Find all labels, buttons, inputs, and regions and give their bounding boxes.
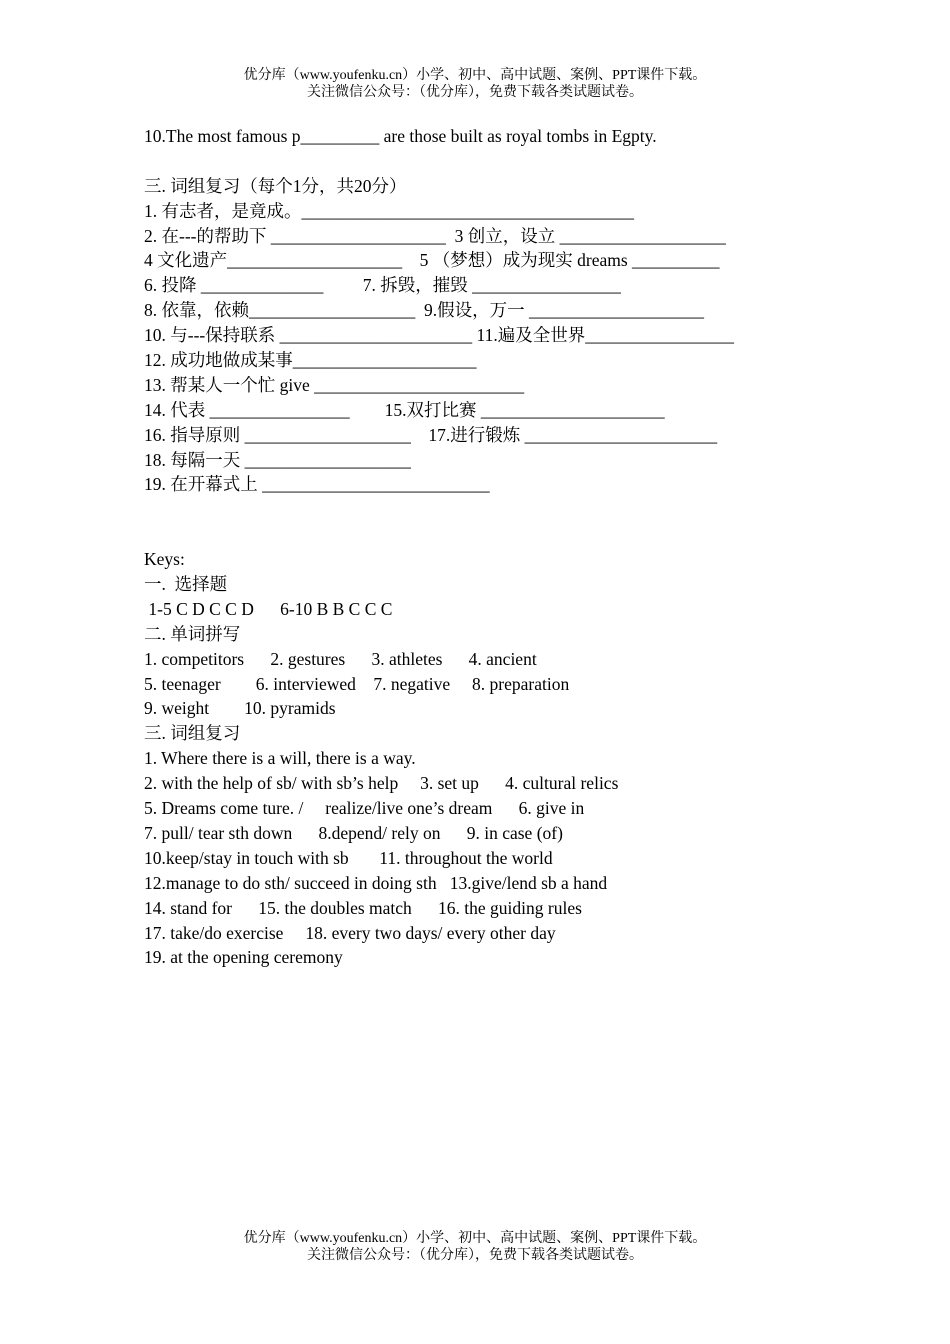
keys-spelling-line: 5. teenager 6. interviewed 7. negative 8. preparation — [144, 673, 570, 694]
phrase-review-item: 13. 帮某人一个忙 give ________________________ — [144, 374, 525, 395]
keys-spelling-title: 二. 单词拼写 — [144, 623, 241, 644]
header-line-2: 关注微信公众号：（优分库），免费下载各类试题试卷。 — [307, 85, 643, 100]
keys-phrase-line: 12.manage to do sth/ succeed in doing sth 13.give/lend sb a hand — [144, 872, 608, 893]
keys-phrase-line: 10.keep/stay in touch with sb 11. throughout the world — [144, 847, 553, 868]
phrase-review-item: 18. 每隔一天 ___________________ — [144, 449, 411, 470]
phrase-review-item: 4 文化遗产____________________ 5 （梦想）成为现实 dreams __________ — [144, 250, 720, 271]
page-header — [0, 67, 950, 101]
keys-phrase-line: 14. stand for 15. the doubles match 16. the guiding rules — [144, 897, 582, 918]
question-10: 10.The most famous p_________ are those built as royal tombs in Egpty. — [144, 126, 657, 146]
page-footer — [0, 1230, 950, 1264]
keys-phrase-title: 三. 词组复习 — [144, 723, 241, 744]
phrase-review-item: 16. 指导原则 ___________________ 17.进行锻炼 ______________________ — [144, 424, 718, 445]
phrase-review-item: 10. 与---保持联系 ______________________ 11.遍及全世界_________________ — [144, 325, 734, 346]
phrase-review-title: 三. 词组复习（每个1分，共20分） — [144, 175, 407, 196]
phrase-review-item: 6. 投降 ______________ 7. 拆毁，摧毁 _________________ — [144, 275, 621, 296]
keys-spelling-line: 1. competitors 2. gestures 3. athletes 4. ancient — [144, 648, 537, 669]
footer-line-2: 关注微信公众号：（优分库），免费下载各类试题试卷。 — [307, 1248, 643, 1263]
phrase-review-item: 14. 代表 ________________ 15.双打比赛 _____________________ — [144, 399, 665, 420]
spacer — [144, 497, 824, 522]
phrase-review-item: 12. 成功地做成某事_____________________ — [144, 350, 477, 371]
keys-phrase-line: 17. take/do exercise 18. every two days/ every other day — [144, 922, 556, 943]
spacer — [144, 522, 824, 547]
keys-choice-title: 一. 选择题 — [144, 574, 228, 595]
document-body — [144, 124, 824, 970]
keys-phrase-line: 1. Where there is a will, there is a way. — [144, 748, 416, 769]
phrase-review-item: 2. 在---的帮助下 ____________________ 3 创立，设立 ___________________ — [144, 225, 726, 246]
phrase-review-item: 1. 有志者，是竟成。______________________________________ — [144, 200, 634, 221]
phrase-review-item: 19. 在开幕式上 __________________________ — [144, 474, 490, 495]
keys-phrase-line: 2. with the help of sb/ with sb’s help 3. set up 4. cultural relics — [144, 773, 619, 794]
keys-spelling-line: 9. weight 10. pyramids — [144, 698, 336, 719]
phrase-review-item: 8. 依靠，依赖___________________ 9.假设，万一 ____________________ — [144, 300, 704, 321]
footer-line-1: 优分库（www.youfenku.cn）小学、初中、高中试题、案例、PPT课件下载。 — [243, 1231, 707, 1246]
keys-phrase-line: 5. Dreams come ture. / realize/live one’s dream 6. give in — [144, 798, 585, 819]
keys-phrase-line: 19. at the opening ceremony — [144, 947, 343, 968]
header-line-1: 优分库（www.youfenku.cn）小学、初中、高中试题、案例、PPT课件下载。 — [243, 68, 707, 83]
keys-title: Keys: — [144, 549, 185, 570]
spacer — [144, 149, 824, 174]
keys-choice-answers: 1-5 C D C C D 6-10 B B C C C — [144, 598, 393, 619]
keys-phrase-line: 7. pull/ tear sth down 8.depend/ rely on 9. in case (of) — [144, 822, 563, 843]
